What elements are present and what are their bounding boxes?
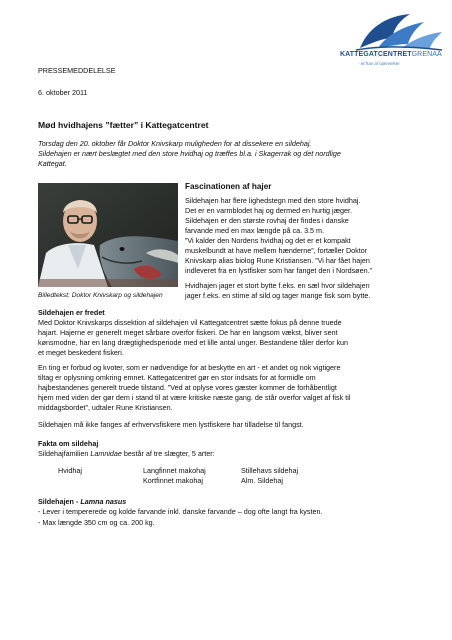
kattegatcentret-logo	[338, 8, 448, 72]
logo-tagline: - et hav af oplevelser	[358, 61, 400, 66]
section1-line: Knivskarp alias biolog Rune Kristiansen. ”Vi har fået hajen	[185, 256, 370, 265]
section1-line: Sildehajen er den største rovhaj der findes i danske	[185, 216, 349, 225]
intro-line-2: Sildehajen er nært beslægtet med den store hvidhaj og træffes bl.a. i Skagerrak og det nordlige	[38, 149, 341, 158]
species-table-cell: Stillehavs sildehaj	[241, 466, 299, 475]
section-heading-protected: Sildehajen er fredet	[38, 308, 105, 317]
document-date: 6. oktober 2011	[38, 88, 88, 97]
section2-line: tiltag er oplysning omkring emnet. Kattegatcentret gør en stor indsats for at formidle om	[38, 373, 316, 382]
document-type-label: PRESSEMEDDELELSE	[38, 66, 116, 75]
intro-line-1: Torsdag den 20. oktober får Doktor Knivskarp muligheden for at dissekere en sildehaj.	[38, 139, 312, 148]
section2-line: hajbestandenes generelt truede tilstand. ”Ved at oplyse vores gæster kommer de forhåbentligt	[38, 383, 337, 392]
section2-line: En ting er forbud og kvoter, som er nødvendige for at beskytte en art - et andet og nok vigtigere	[38, 363, 341, 372]
facts-heading: Fakta om sildehaj	[38, 439, 99, 448]
species-table-cell: Langfinnet makohaj	[143, 466, 206, 475]
species-table-cell: Alm. Sildehaj	[241, 476, 283, 485]
section-heading-fascination: Fascinationen af hajer	[185, 182, 272, 191]
shark-logo-icon	[338, 8, 448, 52]
photo-caption: Billedtekst: Doktor Knivskarp og sildehajen	[38, 292, 163, 299]
page-title: Mød hvidhajens ”fætter” i Kattegatcentret	[38, 120, 209, 130]
section1-line: farvande med en max længde på ca. 3.5 m.	[185, 226, 325, 235]
intro-line-3: Kattegat.	[38, 159, 67, 168]
species-heading: Sildehajen - Lamna nasus	[38, 497, 127, 506]
section1-line: jager f.eks. en stime af sild og tager mange fisk som bytte.	[185, 291, 371, 300]
section1-line: Det er en varmblodet haj og dermed en hurtig jæger.	[185, 206, 353, 215]
section1-line: ”Vi kalder den Nordens hvidhaj og det er et kompakt	[185, 236, 351, 245]
facts-family-line: Sildehajfamilien Lamnidae består af tre slægter, 5 arter:	[38, 449, 215, 458]
section2-line: kønsmodne, har en lang drægtighedsperiode med et lille antal unger. Bestandene tåler derfor kun	[38, 338, 349, 347]
section2-line: hajart. Hajerne er generelt meget sårbare overfor fiskeri. De har en langsom vækst, bliver sent	[38, 328, 338, 337]
section2-line: Sildehajen må ikke fanges af erhvervsfiskere men lystfiskere har tilladelse til fangst.	[38, 420, 304, 429]
species-fact-line: - Max længde 350 cm og ca. 200 kg.	[38, 518, 155, 527]
logo-wordmark: KATTEGATCENTRETGRENAA	[340, 51, 442, 58]
species-table-cell: Kortfinnet makohaj	[143, 476, 203, 485]
species-table-cell: Hvidhaj	[58, 466, 82, 475]
section2-line: et meget beskedent fiskeri.	[38, 348, 124, 357]
section1-line: Sildehajen har flere lighedstegn med den store hvidhaj.	[185, 196, 361, 205]
section1-line: Hvidhajen jager et stort bytte f.eks. en sæl hvor sildehajen	[185, 281, 370, 290]
species-fact-line: - Lever i tempererede og kolde farvande inkl. danske farvande – dog ofte langt fra kysten.	[38, 507, 323, 516]
section2-line: middagsbordet”, udtaler Rune Kristiansen.	[38, 403, 173, 412]
section1-line: muskelbundt at have mellem hænderne”, fortæller Doktor	[185, 246, 368, 255]
section1-line: indleveret fra en lystfisker som har fanget den i Nordsøen.”	[185, 266, 372, 275]
section2-line: hjem med viden der gør dem i stand til at være kritiske næste gang. de står overfor valget af fisk til	[38, 393, 351, 402]
section2-line: Med Doktor Knivskarps dissektion af sildehajen vil Kattegatcentret sætte fokus på denne truede	[38, 318, 342, 327]
family-latin-name: Lamnidae	[90, 449, 122, 458]
photo-doctor-with-shark	[38, 183, 178, 287]
